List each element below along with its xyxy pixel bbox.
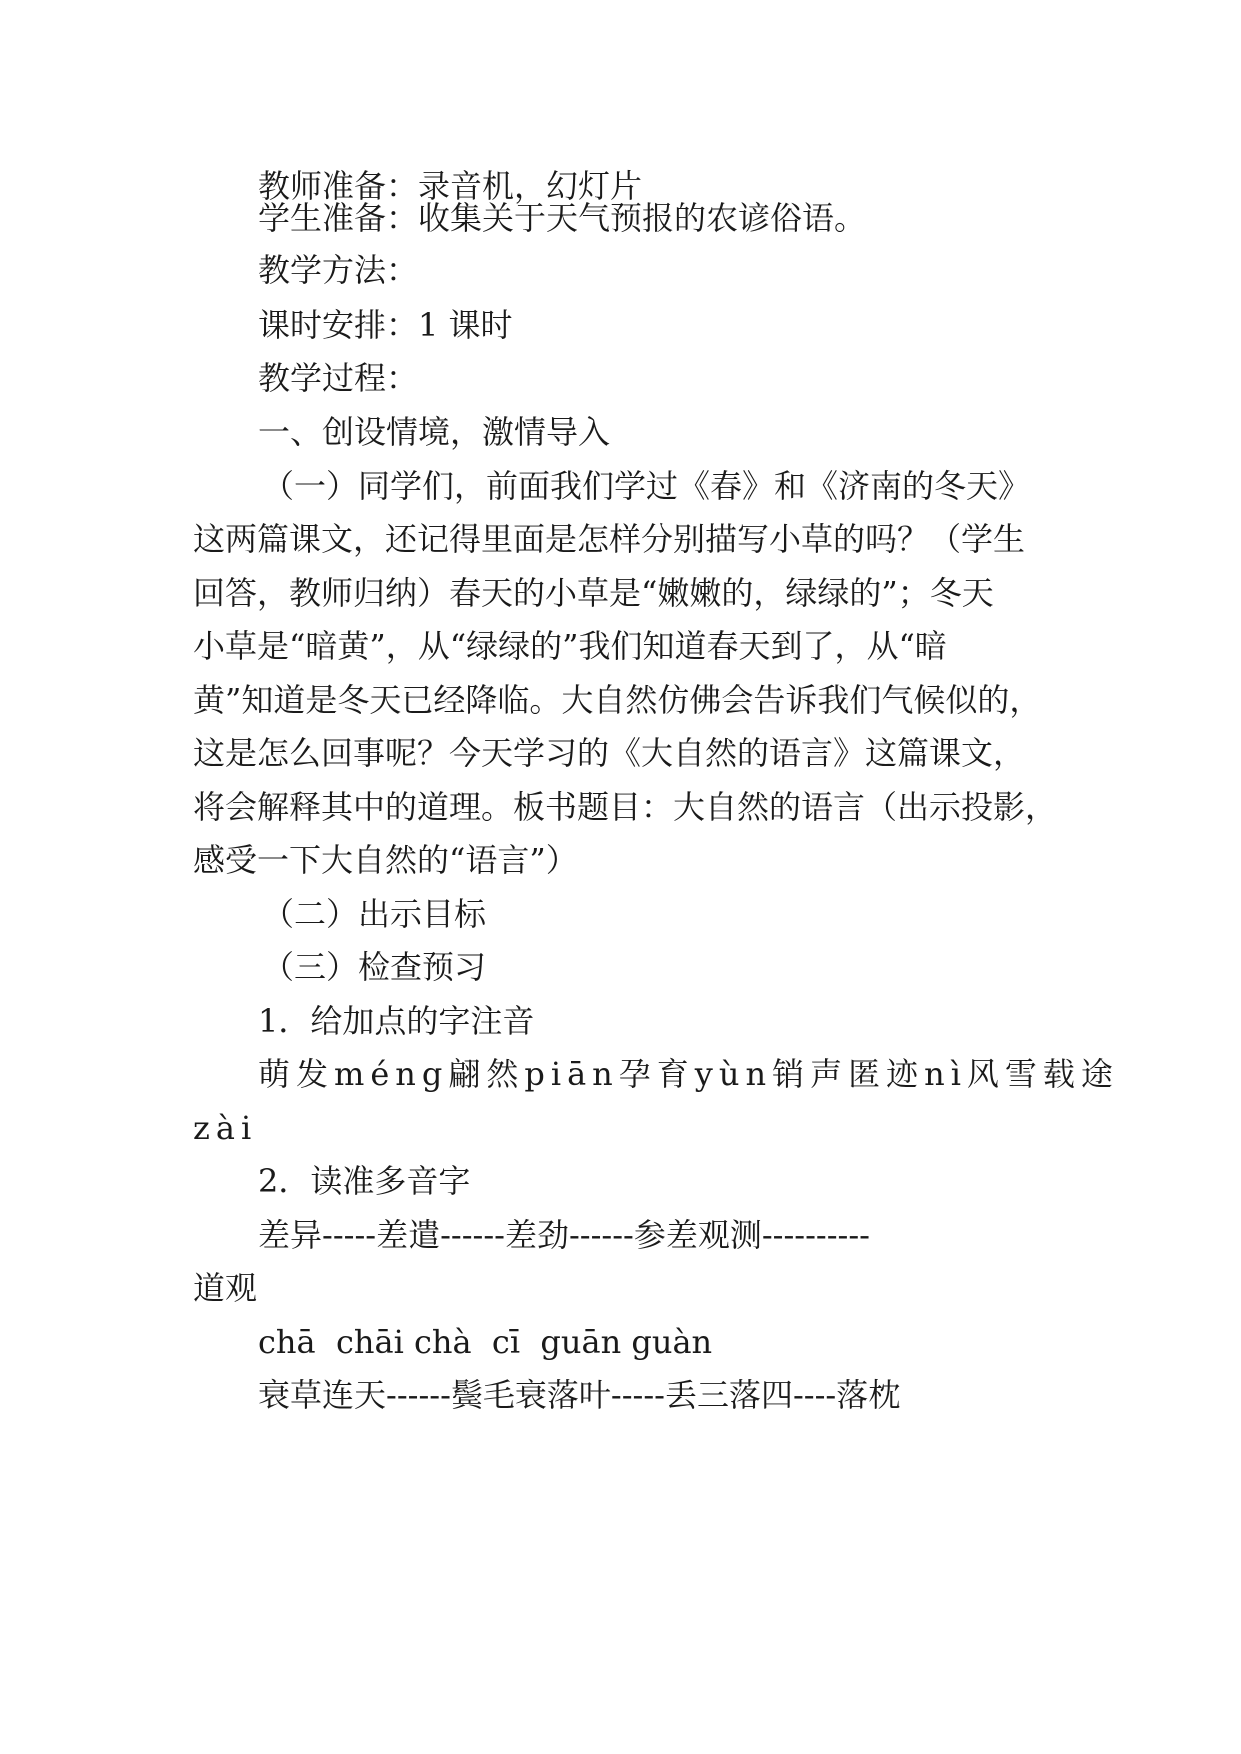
item-one-heading: 1．给加点的字注音 bbox=[258, 1002, 535, 1040]
pinyin-line: chā chāi chà cī guān guàn bbox=[258, 1323, 713, 1361]
section-one-heading: 一、创设情境，激情导入 bbox=[258, 413, 611, 451]
teacher-preparation: 教师准备：录音机，幻灯片 bbox=[258, 167, 643, 205]
subsection-three-heading: （三）检查预习 bbox=[262, 948, 487, 986]
paragraph-line: （一）同学们，前面我们学过《春》和《济南的冬天》 bbox=[262, 467, 1031, 505]
polyphone-line: 差异-----差遣------差劲------参差观测---------- bbox=[258, 1216, 870, 1254]
pinyin-line: 萌发méng翩然piān孕育yùn销声匿迹nì风雪载途 bbox=[258, 1055, 1119, 1093]
pinyin-line: zài bbox=[193, 1109, 258, 1147]
paragraph-line: 回答，教师归纳）春天的小草是“嫩嫩的，绿绿的”；冬天 bbox=[193, 574, 994, 612]
polyphone-line: 衰草连天------鬓毛衰落叶-----丢三落四----落枕 bbox=[258, 1376, 901, 1414]
paragraph-line: 这是怎么回事呢？今天学习的《大自然的语言》这篇课文， bbox=[193, 734, 1026, 772]
paragraph-line: 黄”知道是冬天已经降临。大自然仿佛会告诉我们气候似的， bbox=[193, 681, 1042, 719]
teaching-process-heading: 教学过程： bbox=[258, 359, 419, 397]
subsection-two-heading: （二）出示目标 bbox=[262, 895, 487, 933]
class-schedule: 课时安排：1 课时 bbox=[258, 306, 513, 344]
paragraph-line: 将会解释其中的道理。板书题目：大自然的语言（出示投影， bbox=[193, 788, 1058, 826]
teaching-method: 教学方法： bbox=[258, 251, 419, 289]
student-preparation: 学生准备：收集关于天气预报的农谚俗语。 bbox=[258, 199, 867, 237]
item-two-heading: 2．读准多音字 bbox=[258, 1162, 471, 1200]
paragraph-line: 这两篇课文，还记得里面是怎样分别描写小草的吗？（学生 bbox=[193, 520, 1026, 558]
polyphone-line: 道观 bbox=[193, 1269, 258, 1307]
paragraph-line: 小草是“暗黄”，从“绿绿的”我们知道春天到了，从“暗 bbox=[193, 627, 947, 665]
paragraph-line: 感受一下大自然的“语言”） bbox=[193, 841, 578, 879]
